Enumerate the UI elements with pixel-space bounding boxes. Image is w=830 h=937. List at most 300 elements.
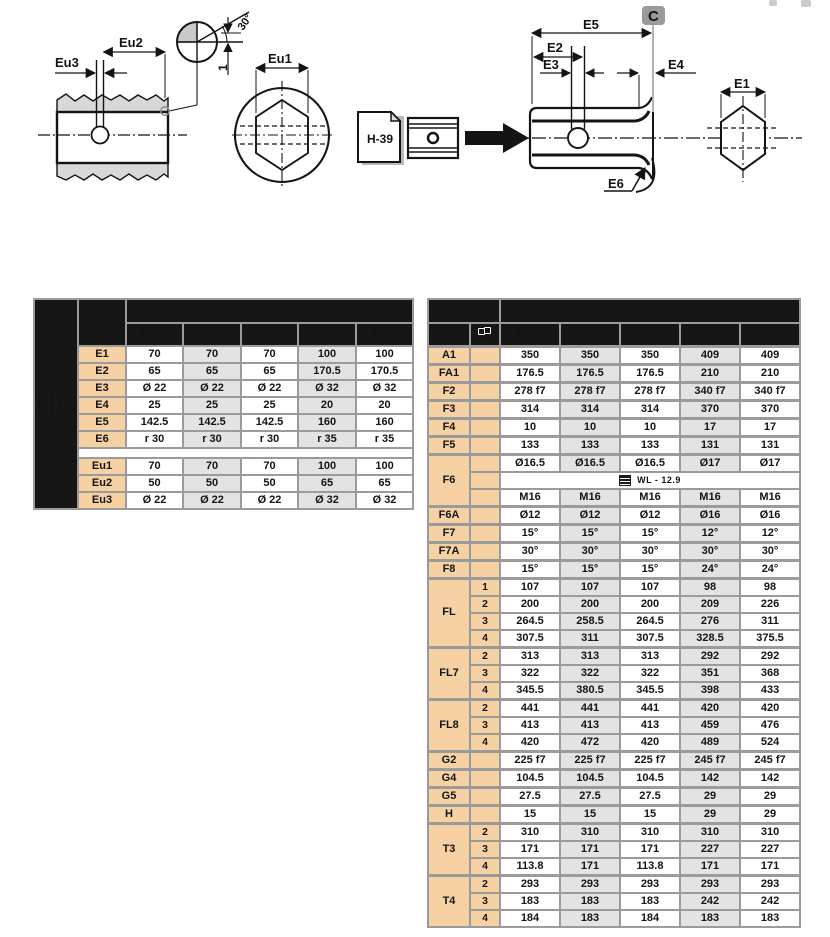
value-cell: 210 bbox=[680, 365, 740, 383]
table-row bbox=[428, 507, 800, 525]
value-cell: 227 bbox=[680, 841, 740, 858]
value-cell: Ø 22 bbox=[241, 492, 298, 509]
row-label: F8 bbox=[428, 561, 470, 579]
value-cell: 311 bbox=[740, 613, 800, 630]
value-cell: 200 bbox=[560, 596, 620, 613]
value-cell: 351 bbox=[680, 665, 740, 682]
value-cell: r 35 bbox=[356, 431, 413, 448]
column-header: 1520 bbox=[500, 323, 560, 347]
value-cell: 25 bbox=[183, 397, 241, 414]
value-cell: 65 bbox=[356, 475, 413, 492]
stage-cell: 2 bbox=[470, 700, 500, 718]
value-cell: 226 bbox=[740, 596, 800, 613]
value-cell: 65 bbox=[126, 363, 183, 380]
value-cell: 104.5 bbox=[560, 770, 620, 788]
stage-cell: 4 bbox=[470, 734, 500, 752]
value-cell: 104.5 bbox=[620, 770, 680, 788]
value-cell: 310 bbox=[500, 824, 560, 842]
row-label: FL8 bbox=[428, 700, 470, 752]
value-cell: 433 bbox=[740, 682, 800, 700]
value-cell: 322 bbox=[500, 665, 560, 682]
value-cell: 24° bbox=[680, 561, 740, 579]
row-label: T3 bbox=[428, 824, 470, 876]
stage-cell: 4 bbox=[470, 630, 500, 648]
stage-cell: 3 bbox=[470, 613, 500, 630]
row-label: E1 bbox=[78, 346, 126, 363]
hex-shaft-end-view bbox=[707, 92, 779, 182]
value-cell: 70 bbox=[241, 458, 298, 475]
table-row bbox=[428, 910, 800, 927]
value-cell: 25 bbox=[126, 397, 183, 414]
value-cell: 340 f7 bbox=[680, 383, 740, 401]
value-cell: 50 bbox=[183, 475, 241, 492]
value-cell: 310 bbox=[620, 824, 680, 842]
value-cell: 100 bbox=[356, 458, 413, 475]
stage-cell bbox=[470, 419, 500, 437]
stage-cell bbox=[470, 770, 500, 788]
value-cell: 15 bbox=[500, 806, 560, 824]
value-cell: 65 bbox=[298, 475, 356, 492]
value-cell: 420 bbox=[500, 734, 560, 752]
value-cell: 142.5 bbox=[183, 414, 241, 431]
table-title: RE - RA bbox=[500, 299, 800, 323]
value-cell: 29 bbox=[680, 806, 740, 824]
value-cell: 70 bbox=[126, 346, 183, 363]
page-corner-mark bbox=[801, 0, 811, 7]
chamfer-detail bbox=[161, 12, 249, 115]
e3-label: E3 bbox=[543, 57, 559, 72]
stage-cell: 1 bbox=[470, 579, 500, 597]
merged-text: WL - 12.9 bbox=[637, 474, 681, 485]
value-cell: 27.5 bbox=[500, 788, 560, 806]
value-cell: 107 bbox=[620, 579, 680, 597]
table-row bbox=[428, 437, 800, 455]
value-cell: 30° bbox=[680, 543, 740, 561]
table-row bbox=[428, 365, 800, 383]
row-label: G2 bbox=[428, 752, 470, 770]
value-cell: 368 bbox=[740, 665, 800, 682]
re-ra-table-container bbox=[427, 298, 800, 928]
row-label: G5 bbox=[428, 788, 470, 806]
value-cell: 420 bbox=[740, 700, 800, 718]
table-row bbox=[428, 419, 800, 437]
table-row bbox=[428, 893, 800, 910]
column-header: 2520 bbox=[680, 323, 740, 347]
table-row bbox=[34, 431, 413, 448]
row-label: F6 bbox=[428, 455, 470, 507]
value-cell: 258.5 bbox=[560, 613, 620, 630]
value-cell: 133 bbox=[620, 437, 680, 455]
value-cell: Ø 22 bbox=[126, 492, 183, 509]
value-cell: M16 bbox=[560, 489, 620, 507]
eu2-label: Eu2 bbox=[119, 35, 143, 50]
value-cell: 29 bbox=[740, 788, 800, 806]
value-cell: 30° bbox=[560, 543, 620, 561]
eu3-label: Eu3 bbox=[55, 55, 79, 70]
value-cell: Ø 32 bbox=[298, 492, 356, 509]
value-cell: 441 bbox=[560, 700, 620, 718]
value-cell: 310 bbox=[560, 824, 620, 842]
table-corner bbox=[428, 323, 470, 347]
value-cell: 24° bbox=[740, 561, 800, 579]
table-row bbox=[428, 752, 800, 770]
value-cell: 29 bbox=[740, 806, 800, 824]
value-cell: 133 bbox=[500, 437, 560, 455]
value-cell: 314 bbox=[560, 401, 620, 419]
value-cell: 29 bbox=[680, 788, 740, 806]
value-cell: 184 bbox=[500, 910, 560, 927]
value-cell: 65 bbox=[241, 363, 298, 380]
value-cell: 345.5 bbox=[500, 682, 560, 700]
table-row bbox=[428, 858, 800, 876]
value-cell: 278 f7 bbox=[500, 383, 560, 401]
value-cell: 171 bbox=[560, 858, 620, 876]
value-cell: 292 bbox=[740, 648, 800, 666]
value-cell: 242 bbox=[680, 893, 740, 910]
row-label: F6A bbox=[428, 507, 470, 525]
value-cell: 459 bbox=[680, 717, 740, 734]
gears-icon bbox=[478, 327, 492, 335]
bolt-icon bbox=[619, 475, 631, 486]
value-cell: 200 bbox=[620, 596, 680, 613]
value-cell: 413 bbox=[620, 717, 680, 734]
table-row bbox=[428, 347, 800, 365]
table-row bbox=[428, 876, 800, 894]
value-cell: 345.5 bbox=[620, 682, 680, 700]
value-cell: 183 bbox=[680, 910, 740, 927]
table-row bbox=[428, 770, 800, 788]
value-cell: Ø16.5 bbox=[560, 455, 620, 473]
value-cell: 104.5 bbox=[500, 770, 560, 788]
spacer-row bbox=[78, 448, 413, 458]
table-row bbox=[428, 489, 800, 507]
value-cell: r 30 bbox=[241, 431, 298, 448]
value-cell: 27.5 bbox=[620, 788, 680, 806]
value-cell: 183 bbox=[740, 910, 800, 927]
value-cell: 264.5 bbox=[500, 613, 560, 630]
c-badge-label: C bbox=[648, 8, 659, 25]
value-cell: 420 bbox=[680, 700, 740, 718]
value-cell: 15° bbox=[560, 561, 620, 579]
stage-cell bbox=[470, 507, 500, 525]
table-row bbox=[428, 824, 800, 842]
value-cell: r 30 bbox=[126, 431, 183, 448]
value-cell: 313 bbox=[560, 648, 620, 666]
table-row bbox=[428, 472, 800, 489]
stage-cell: 4 bbox=[470, 858, 500, 876]
table-row bbox=[428, 734, 800, 752]
row-label: F4 bbox=[428, 419, 470, 437]
table-row bbox=[34, 380, 413, 397]
value-cell: Ø 32 bbox=[356, 492, 413, 509]
technical-drawing-right bbox=[355, 0, 805, 200]
value-cell: 98 bbox=[740, 579, 800, 597]
value-cell: 370 bbox=[680, 401, 740, 419]
table-corner bbox=[428, 299, 500, 323]
value-cell: 25 bbox=[241, 397, 298, 414]
table-row bbox=[34, 414, 413, 431]
value-cell: 65 bbox=[183, 363, 241, 380]
value-cell: 278 f7 bbox=[560, 383, 620, 401]
row-label: A1 bbox=[428, 347, 470, 365]
value-cell: 15° bbox=[500, 525, 560, 543]
value-cell: 171 bbox=[620, 841, 680, 858]
stage-cell: 3 bbox=[470, 841, 500, 858]
row-label: F7A bbox=[428, 543, 470, 561]
row-label: Eu1 bbox=[78, 458, 126, 475]
value-cell: 12° bbox=[740, 525, 800, 543]
page-corner-mark bbox=[769, 0, 777, 6]
value-cell: 293 bbox=[680, 876, 740, 894]
value-cell: 12° bbox=[680, 525, 740, 543]
table-row bbox=[428, 788, 800, 806]
value-cell: 328.5 bbox=[680, 630, 740, 648]
value-cell: 15 bbox=[560, 806, 620, 824]
table-row bbox=[428, 682, 800, 700]
value-cell: Ø12 bbox=[560, 507, 620, 525]
e5-label: E5 bbox=[583, 17, 599, 32]
value-cell: 171 bbox=[560, 841, 620, 858]
value-cell: 340 f7 bbox=[740, 383, 800, 401]
table-row bbox=[34, 363, 413, 380]
value-cell: 98 bbox=[680, 579, 740, 597]
e1-label: E1 bbox=[734, 76, 750, 91]
row-label: F7 bbox=[428, 525, 470, 543]
value-cell: M16 bbox=[680, 489, 740, 507]
value-cell: 17 bbox=[740, 419, 800, 437]
stage-cell bbox=[470, 752, 500, 770]
value-cell: 209 bbox=[680, 596, 740, 613]
value-cell: 30° bbox=[500, 543, 560, 561]
value-cell: 184 bbox=[620, 910, 680, 927]
table-row bbox=[428, 455, 800, 473]
value-cell: 170.5 bbox=[298, 363, 356, 380]
row-label: H bbox=[428, 806, 470, 824]
row-label: FA1 bbox=[428, 365, 470, 383]
stages-label: stages bbox=[473, 335, 497, 342]
value-cell: 472 bbox=[560, 734, 620, 752]
stage-cell bbox=[470, 455, 500, 473]
row-label: Eu3 bbox=[78, 492, 126, 509]
value-cell: 307.5 bbox=[620, 630, 680, 648]
value-cell: 17 bbox=[680, 419, 740, 437]
value-cell: 293 bbox=[500, 876, 560, 894]
value-cell: 322 bbox=[560, 665, 620, 682]
value-cell: 307.5 bbox=[500, 630, 560, 648]
row-label: F5 bbox=[428, 437, 470, 455]
row-label: FL bbox=[428, 579, 470, 648]
value-cell: 70 bbox=[183, 458, 241, 475]
column-header: 2000 bbox=[183, 323, 241, 346]
value-cell: 227 bbox=[740, 841, 800, 858]
value-cell: 171 bbox=[500, 841, 560, 858]
value-cell: 245 f7 bbox=[680, 752, 740, 770]
value-cell: Ø16.5 bbox=[500, 455, 560, 473]
value-cell: 370 bbox=[740, 401, 800, 419]
value-cell: 242 bbox=[740, 893, 800, 910]
table-row bbox=[428, 596, 800, 613]
value-cell: M16 bbox=[500, 489, 560, 507]
re-ra-dimensions-table bbox=[427, 298, 801, 928]
hex-bore-end-view bbox=[232, 68, 333, 189]
table-row bbox=[428, 543, 800, 561]
eu1-label: Eu1 bbox=[268, 51, 292, 66]
value-cell: 293 bbox=[620, 876, 680, 894]
value-cell: 413 bbox=[560, 717, 620, 734]
value-cell: 183 bbox=[620, 893, 680, 910]
value-cell: 10 bbox=[620, 419, 680, 437]
value-cell: 171 bbox=[740, 858, 800, 876]
value-cell: 350 bbox=[560, 347, 620, 365]
table-row bbox=[428, 700, 800, 718]
value-cell: r 30 bbox=[183, 431, 241, 448]
stage-cell bbox=[470, 561, 500, 579]
stage-cell: 3 bbox=[470, 717, 500, 734]
row-label: G4 bbox=[428, 770, 470, 788]
table-row bbox=[34, 492, 413, 509]
value-cell: 10 bbox=[500, 419, 560, 437]
value-cell: 276 bbox=[680, 613, 740, 630]
value-cell: 142.5 bbox=[126, 414, 183, 431]
table-row bbox=[428, 665, 800, 682]
bushing-icon bbox=[408, 118, 458, 158]
row-label: E3 bbox=[78, 380, 126, 397]
value-cell: 293 bbox=[740, 876, 800, 894]
stage-cell bbox=[470, 401, 500, 419]
table-row bbox=[34, 397, 413, 414]
value-cell: 398 bbox=[680, 682, 740, 700]
technical-drawing-left bbox=[35, 5, 335, 220]
row-label: F2 bbox=[428, 383, 470, 401]
stage-cell bbox=[470, 472, 500, 489]
value-cell: 50 bbox=[126, 475, 183, 492]
value-cell: 293 bbox=[560, 876, 620, 894]
table-row bbox=[428, 383, 800, 401]
table-row bbox=[34, 448, 413, 458]
chamfer-size-label: 1 bbox=[216, 64, 230, 71]
value-cell: 210 bbox=[740, 365, 800, 383]
row-label: F3 bbox=[428, 401, 470, 419]
value-cell: 314 bbox=[500, 401, 560, 419]
value-cell: Ø12 bbox=[620, 507, 680, 525]
value-cell: 100 bbox=[356, 346, 413, 363]
value-cell: 183 bbox=[560, 893, 620, 910]
e6-label: E6 bbox=[608, 176, 624, 191]
value-cell: 313 bbox=[620, 648, 680, 666]
table-row bbox=[428, 806, 800, 824]
value-cell: 30° bbox=[740, 543, 800, 561]
column-header: 3000 bbox=[740, 323, 800, 347]
column-header: 2000L bbox=[620, 323, 680, 347]
value-cell: 476 bbox=[740, 717, 800, 734]
value-cell: 27.5 bbox=[560, 788, 620, 806]
row-label: E5 bbox=[78, 414, 126, 431]
value-cell: 113.8 bbox=[500, 858, 560, 876]
e2-label: E2 bbox=[547, 40, 563, 55]
value-cell: 50 bbox=[241, 475, 298, 492]
stage-cell: 2 bbox=[470, 876, 500, 894]
value-cell: 15 bbox=[620, 806, 680, 824]
stage-cell: 2 bbox=[470, 824, 500, 842]
value-cell: 70 bbox=[183, 346, 241, 363]
e4-label: E4 bbox=[668, 57, 684, 72]
stage-cell bbox=[470, 525, 500, 543]
row-label: E4 bbox=[78, 397, 126, 414]
value-cell: 176.5 bbox=[500, 365, 560, 383]
table-row bbox=[428, 841, 800, 858]
stage-cell bbox=[470, 365, 500, 383]
table-row bbox=[428, 401, 800, 419]
value-cell: Ø 22 bbox=[241, 380, 298, 397]
value-cell: Ø 32 bbox=[356, 380, 413, 397]
table-row bbox=[428, 648, 800, 666]
value-cell: 176.5 bbox=[560, 365, 620, 383]
table-row bbox=[428, 525, 800, 543]
stage-cell bbox=[470, 489, 500, 507]
value-cell: 313 bbox=[500, 648, 560, 666]
table-title: RE - RA bbox=[126, 299, 413, 323]
stage-cell: 3 bbox=[470, 893, 500, 910]
stage-cell: 4 bbox=[470, 682, 500, 700]
value-cell: 225 f7 bbox=[560, 752, 620, 770]
value-cell: 10 bbox=[560, 419, 620, 437]
stage-cell bbox=[470, 383, 500, 401]
stage-cell: 4 bbox=[470, 910, 500, 927]
value-cell: 420 bbox=[620, 734, 680, 752]
value-cell: 441 bbox=[620, 700, 680, 718]
stage-cell bbox=[470, 788, 500, 806]
value-cell: M16 bbox=[740, 489, 800, 507]
value-cell: 375.5 bbox=[740, 630, 800, 648]
value-cell: 170.5 bbox=[356, 363, 413, 380]
value-cell: 15° bbox=[620, 525, 680, 543]
table-row bbox=[428, 613, 800, 630]
value-cell: Ø16.5 bbox=[620, 455, 680, 473]
value-cell: Ø16 bbox=[680, 507, 740, 525]
value-cell: 350 bbox=[500, 347, 560, 365]
value-cell: 20 bbox=[298, 397, 356, 414]
value-cell: 311 bbox=[560, 630, 620, 648]
row-label: Eu2 bbox=[78, 475, 126, 492]
table-row bbox=[428, 579, 800, 597]
value-cell: 100 bbox=[298, 458, 356, 475]
value-cell: Ø 22 bbox=[183, 380, 241, 397]
stages-header bbox=[470, 323, 500, 347]
column-header: 2000L bbox=[241, 323, 298, 346]
stage-cell bbox=[470, 437, 500, 455]
value-cell: 176.5 bbox=[620, 365, 680, 383]
value-cell: 15° bbox=[500, 561, 560, 579]
row-label: E2 bbox=[78, 363, 126, 380]
table-row bbox=[34, 458, 413, 475]
value-cell: 131 bbox=[740, 437, 800, 455]
stage-cell bbox=[470, 806, 500, 824]
value-cell: 133 bbox=[560, 437, 620, 455]
value-cell: 183 bbox=[500, 893, 560, 910]
value-cell: 70 bbox=[241, 346, 298, 363]
value-cell: 183 bbox=[560, 910, 620, 927]
value-cell: Ø 32 bbox=[298, 380, 356, 397]
value-cell: 107 bbox=[560, 579, 620, 597]
column-header: 3000 bbox=[356, 323, 413, 346]
value-cell: 409 bbox=[680, 347, 740, 365]
value-cell: 380.5 bbox=[560, 682, 620, 700]
stage-cell bbox=[470, 347, 500, 365]
value-cell: 409 bbox=[740, 347, 800, 365]
value-cell: 171 bbox=[680, 858, 740, 876]
value-cell: Ø 22 bbox=[126, 380, 183, 397]
column-header: 1520 bbox=[126, 323, 183, 346]
